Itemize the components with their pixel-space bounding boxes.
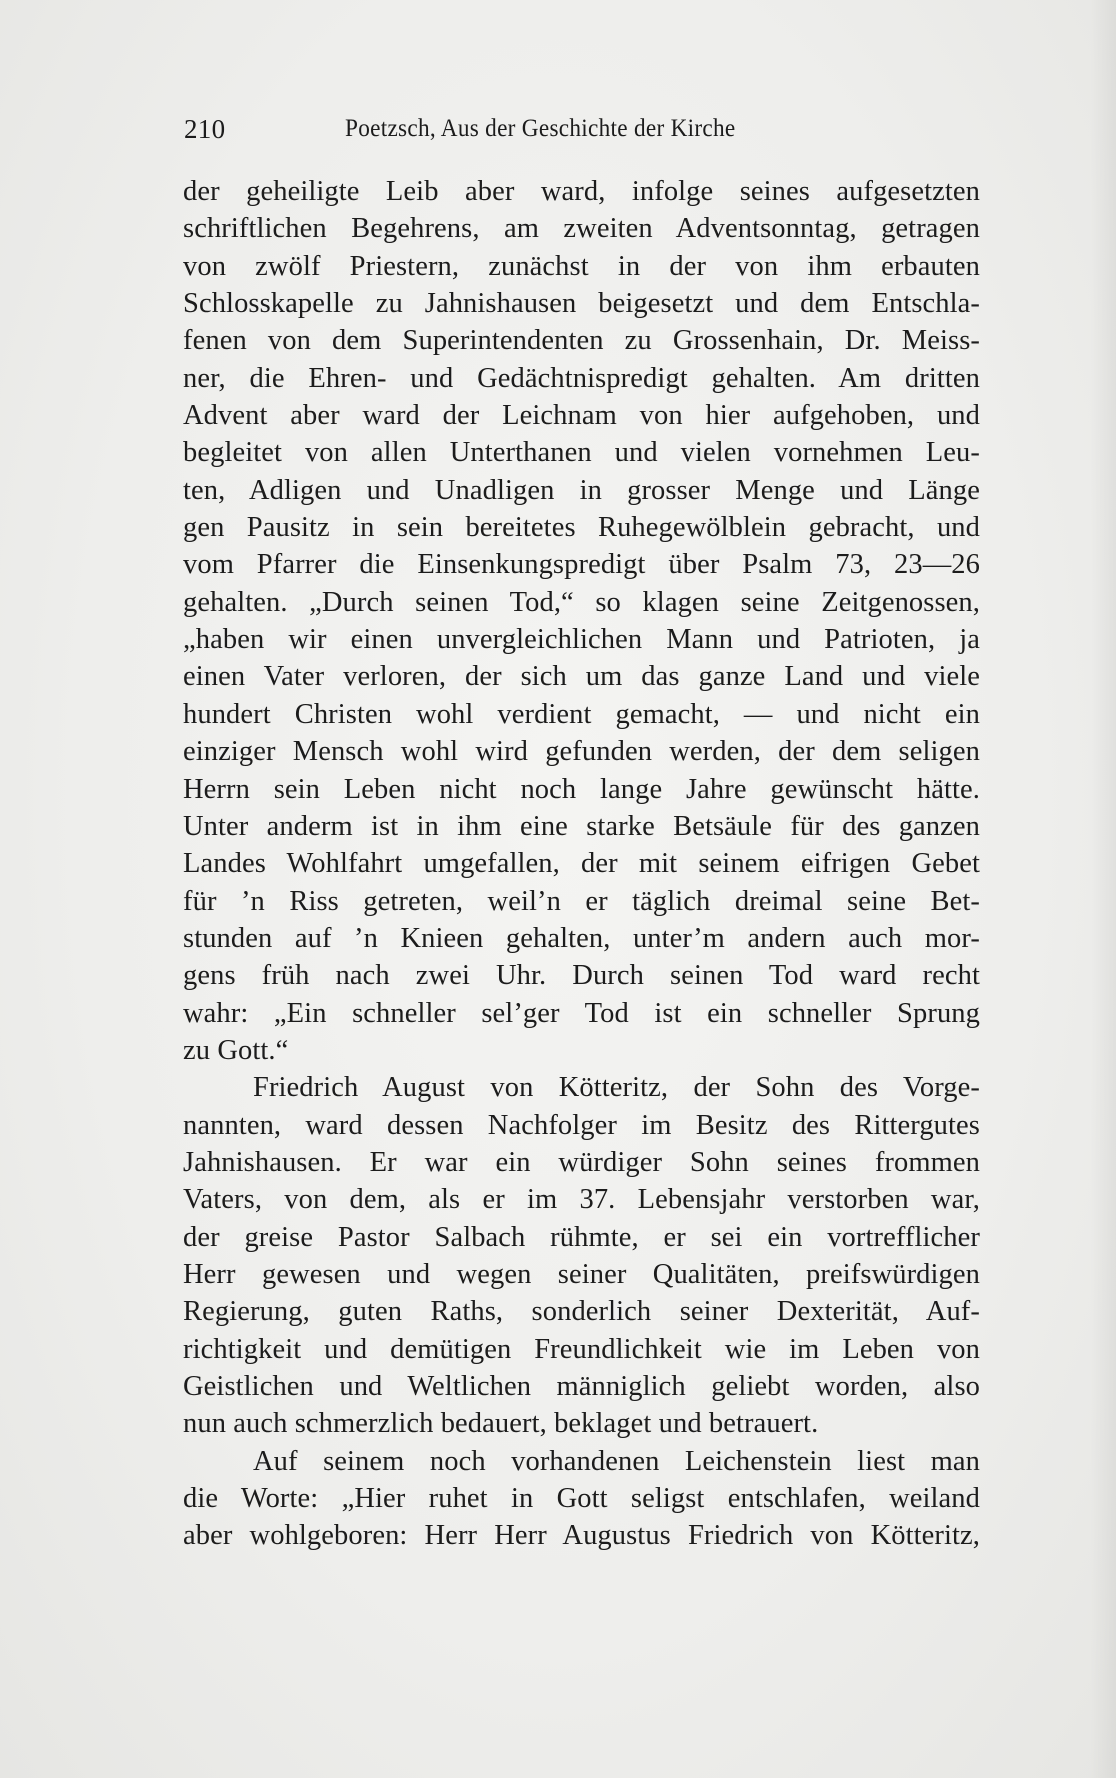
text-line-content: nannten, ward dessen Nachfolger im Besitz des Rittergutes bbox=[183, 1109, 980, 1141]
body-text bbox=[183, 173, 980, 1555]
text-line-content: die Worte: „Hier ruhet in Gott seligst entschlafen, weiland bbox=[183, 1483, 980, 1515]
text-line-content: hundert Christen wohl verdient gemacht, — und nicht ein bbox=[183, 698, 980, 730]
text-line-content: gehalten. „Durch seinen Tod,“ so klagen seine Zeitgenossen, bbox=[183, 586, 980, 618]
text-line-content: gen Pausitz in sein bereitetes Ruhegewölblein gebracht, und bbox=[183, 512, 980, 544]
text-line-content: Jahnishausen. Er war ein würdiger Sohn seines frommen bbox=[183, 1146, 980, 1178]
text-line-content: für ’n Riss getreten, weil’n er täglich dreimal seine Bet- bbox=[183, 885, 980, 917]
text-line bbox=[183, 1181, 980, 1218]
text-line bbox=[183, 248, 980, 285]
running-header bbox=[184, 112, 984, 146]
text-line bbox=[183, 1480, 980, 1517]
text-line-content: wahr: „Ein schneller sel’ger Tod ist ein schneller Sprung bbox=[183, 997, 980, 1029]
text-line bbox=[183, 584, 980, 621]
text-line bbox=[183, 1517, 980, 1554]
text-line-content: Advent aber ward der Leichnam von hier aufgehoben, und bbox=[183, 400, 980, 432]
text-line-content: aber wohlgeboren: Herr Herr Augustus Friedrich von Kötteritz, bbox=[183, 1520, 980, 1552]
text-line-content: Friedrich August von Kötteritz, der Sohn des Vorge- bbox=[253, 1072, 980, 1104]
text-line-content: „haben wir einen unvergleichlichen Mann und Patrioten, ja bbox=[183, 624, 980, 656]
text-line-content: stunden auf ’n Knieen gehalten, unter’m andern auch mor- bbox=[183, 922, 980, 954]
text-line bbox=[183, 696, 980, 733]
text-line bbox=[183, 1331, 980, 1368]
text-line bbox=[183, 845, 980, 882]
text-line-content: Vaters, von dem, als er im 37. Lebensjahr verstorben war, bbox=[183, 1184, 980, 1216]
text-line bbox=[183, 472, 980, 509]
text-line bbox=[183, 173, 980, 210]
text-line bbox=[183, 434, 980, 471]
text-line bbox=[183, 1293, 980, 1330]
text-line bbox=[183, 1405, 980, 1442]
text-line-content: gens früh nach zwei Uhr. Durch seinen Tod ward recht bbox=[183, 960, 980, 992]
text-line bbox=[183, 995, 980, 1032]
text-line bbox=[183, 360, 980, 397]
text-line-content: nun auch schmerzlich bedauert, beklaget und betrauert. bbox=[183, 1408, 819, 1440]
text-line bbox=[183, 920, 980, 957]
text-line-content: Geistlichen und Weltlichen männiglich geliebt worden, also bbox=[183, 1371, 980, 1402]
text-line bbox=[183, 1256, 980, 1293]
text-line-content: Auf seinem noch vorhandenen Leichenstein liest man bbox=[253, 1445, 980, 1477]
text-line bbox=[183, 210, 980, 247]
page-number: 210 bbox=[184, 114, 226, 144]
text-line bbox=[183, 285, 980, 322]
text-line bbox=[183, 1219, 980, 1256]
text-line-content: der greise Pastor Salbach rühmte, er sei ein vortrefflicher bbox=[183, 1221, 980, 1253]
text-line-content: von zwölf Priestern, zunächst in der von ihm erbauten bbox=[183, 250, 980, 282]
text-line bbox=[183, 546, 980, 583]
paragraph-first-line bbox=[183, 1443, 980, 1480]
text-line bbox=[183, 883, 980, 920]
text-line-content: richtigkeit und demütigen Freundlichkeit wie im Leben von bbox=[183, 1333, 980, 1365]
text-line bbox=[183, 1368, 980, 1405]
text-line bbox=[183, 771, 980, 808]
text-line-content: einen Vater verloren, der sich um das ganze Land und viele bbox=[183, 661, 980, 693]
text-line bbox=[183, 1107, 980, 1144]
text-line bbox=[183, 509, 980, 546]
text-line-content: ten, Adligen und Unadligen in grosser Menge und Länge bbox=[183, 474, 980, 506]
running-title: Poetzsch, Aus der Geschichte der Kirche bbox=[345, 115, 736, 142]
text-line-content: vom Pfarrer die Einsenkungspredigt über Psalm 73, 23—26 bbox=[183, 549, 980, 581]
text-line bbox=[183, 621, 980, 658]
text-line bbox=[183, 1144, 980, 1181]
text-line-content: Unter anderm ist in ihm eine starke Betsäule für des ganzen bbox=[183, 810, 980, 842]
text-line-content: fenen von dem Superintendenten zu Grossenhain, Dr. Meiss- bbox=[183, 325, 980, 357]
text-line bbox=[183, 808, 980, 845]
text-line-content: Herr gewesen und wegen seiner Qualitäten, preifswürdigen bbox=[183, 1258, 980, 1290]
text-line-content: schriftlichen Begehrens, am zweiten Adventsonntag, getragen bbox=[183, 213, 980, 245]
text-line-content: Schlosskapelle zu Jahnishausen beigesetzt und dem Entschla- bbox=[183, 288, 980, 320]
text-line-content: Regierung, guten Raths, sonderlich seiner Dexterität, Auf- bbox=[183, 1296, 980, 1328]
paragraph-first-line bbox=[183, 1069, 980, 1106]
text-line bbox=[183, 322, 980, 359]
text-line bbox=[183, 658, 980, 695]
text-line-content: ner, die Ehren- und Gedächtnispredigt gehalten. Am dritten bbox=[183, 362, 980, 394]
text-line bbox=[183, 957, 980, 994]
text-line-content: Landes Wohlfahrt umgefallen, der mit seinem eifrigen Gebet bbox=[183, 848, 980, 880]
text-line-content: Herrn sein Leben nicht noch lange Jahre gewünscht hätte. bbox=[183, 773, 980, 805]
text-line-content: zu Gott.“ bbox=[183, 1034, 289, 1066]
text-line bbox=[183, 733, 980, 770]
text-line-content: begleitet von allen Unterthanen und vielen vornehmen Leu- bbox=[183, 437, 980, 469]
text-line-content: der geheiligte Leib aber ward, infolge seines aufgesetzten bbox=[183, 176, 980, 207]
text-line bbox=[183, 397, 980, 434]
text-line bbox=[183, 1032, 980, 1069]
text-line-content: einziger Mensch wohl wird gefunden werden, der dem seligen bbox=[183, 736, 980, 768]
